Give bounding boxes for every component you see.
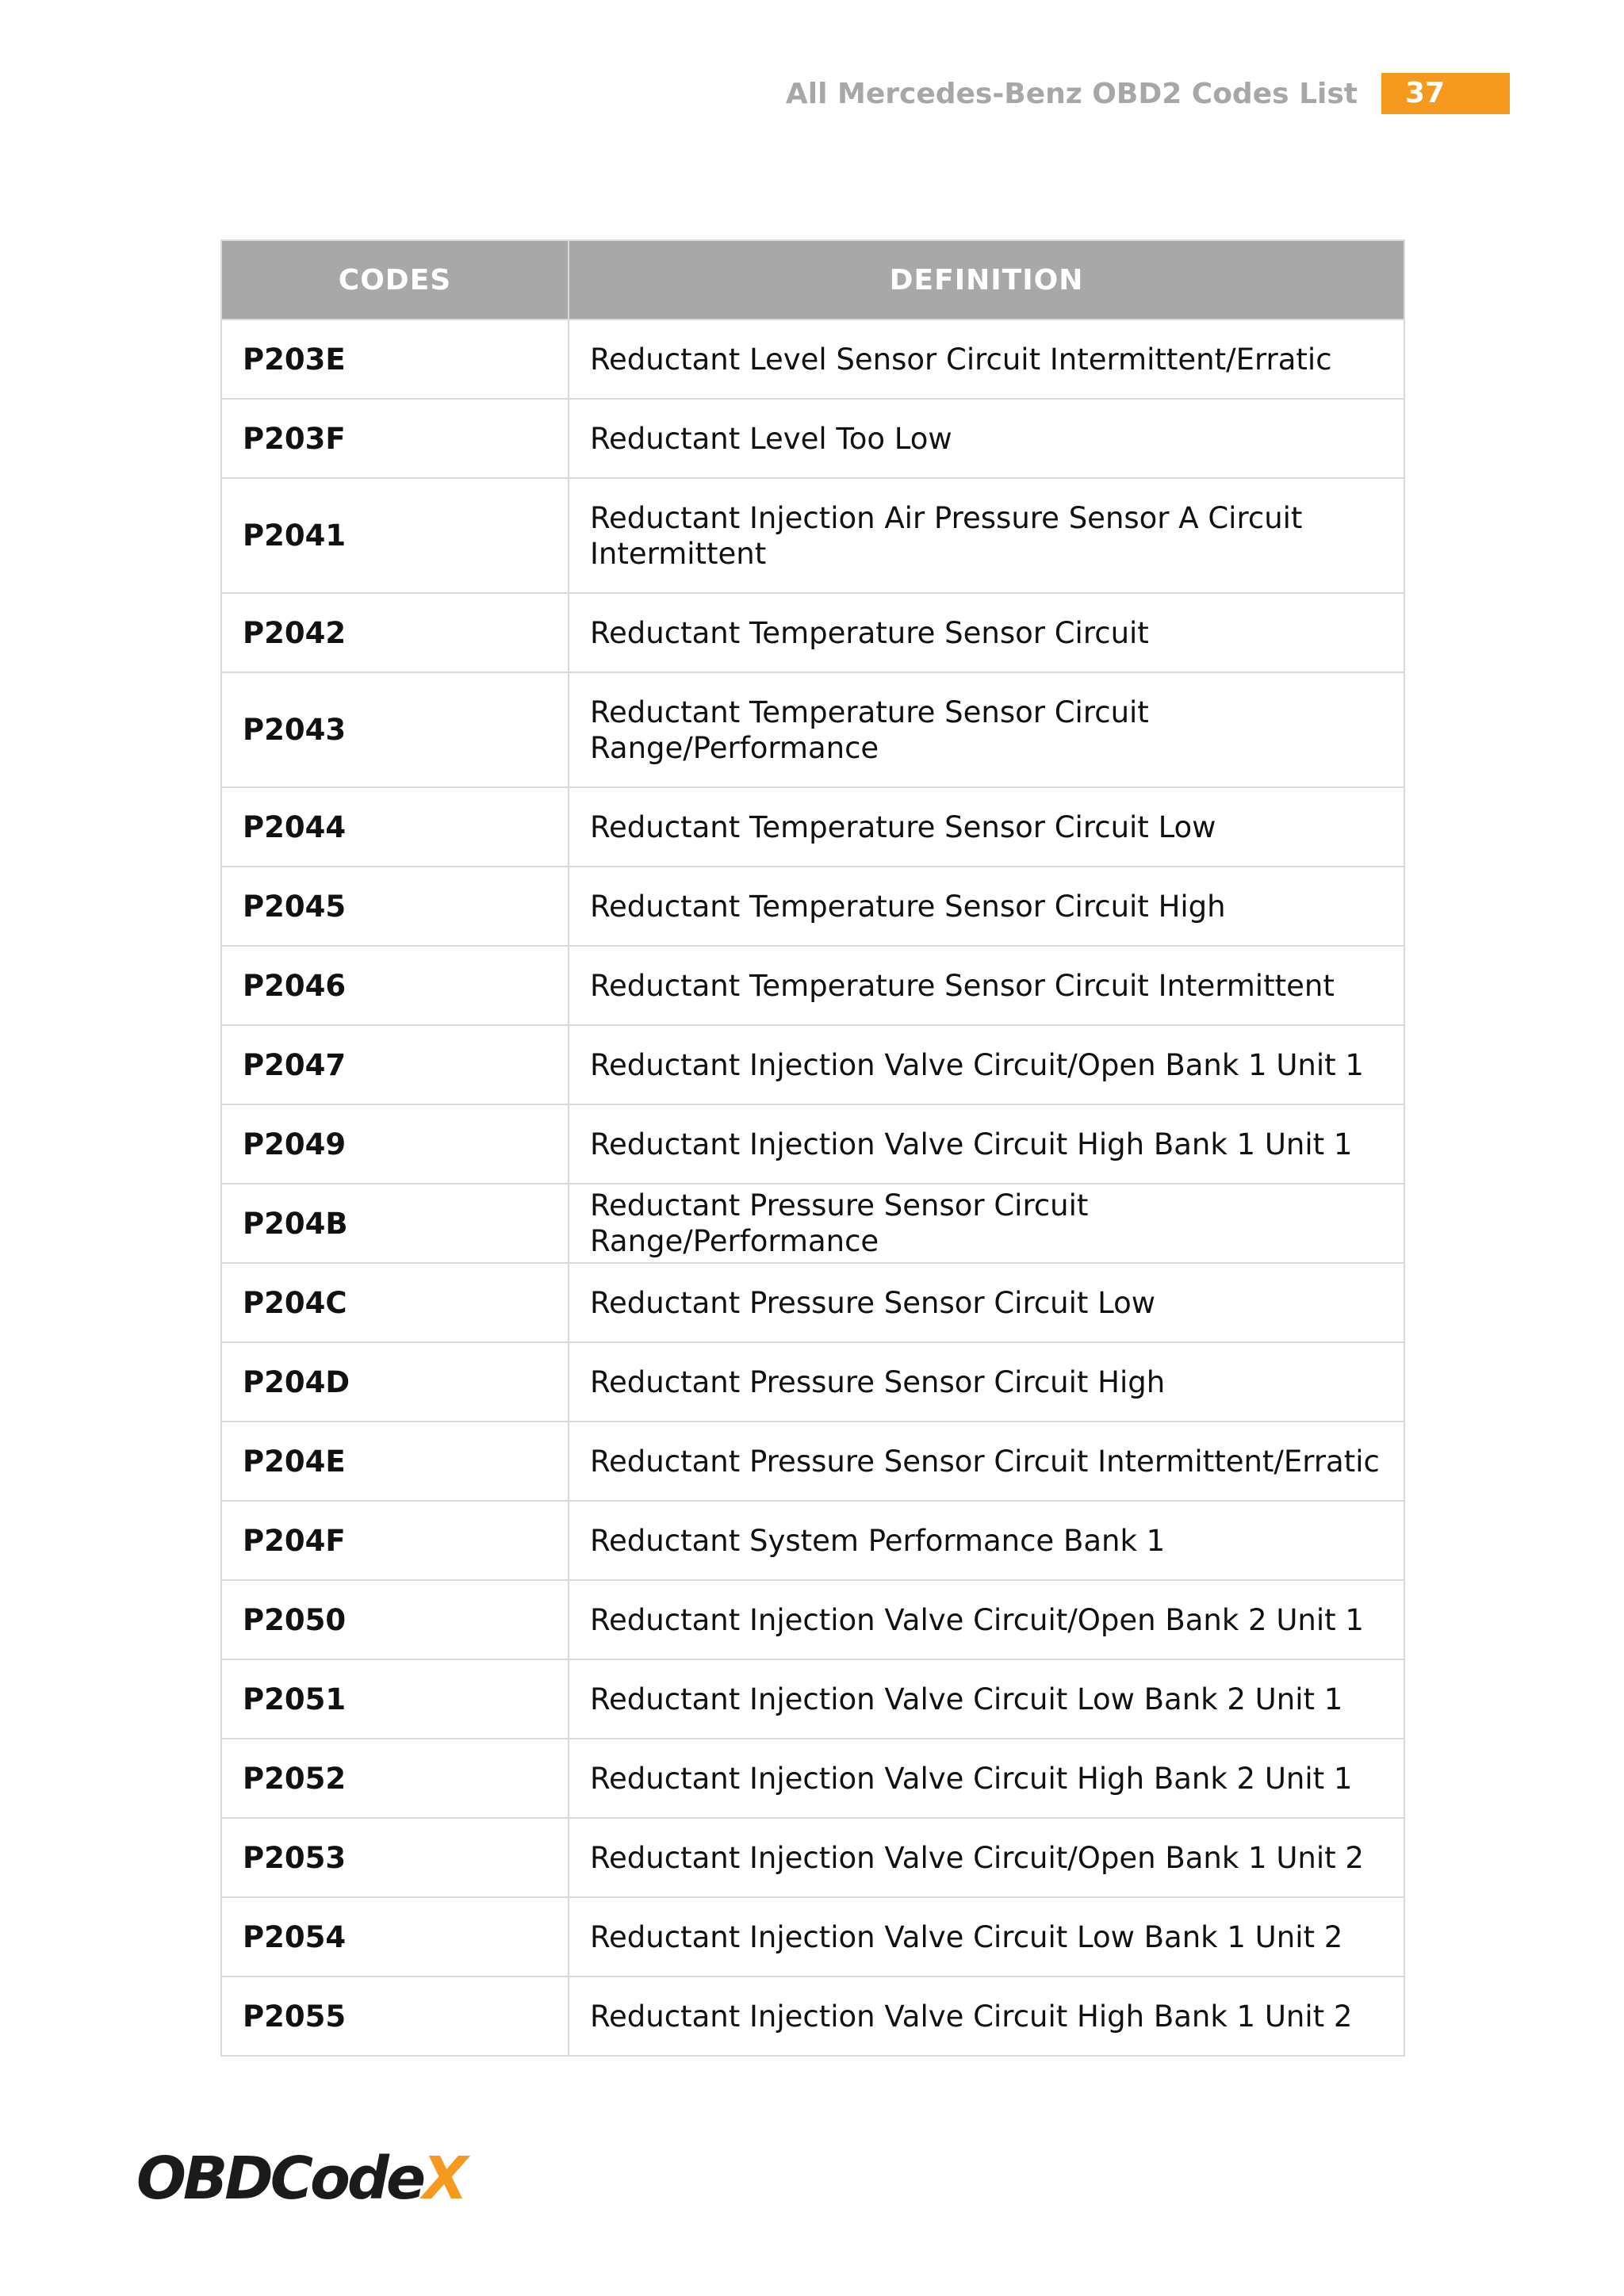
definition-cell: Reductant Level Sensor Circuit Intermittent/Erratic (569, 320, 1404, 399)
definition-cell: Reductant Injection Valve Circuit Low Bank 2 Unit 1 (569, 1659, 1404, 1739)
table-row (221, 593, 1404, 672)
page-number-badge: 37 (1381, 73, 1510, 114)
table-row (221, 1263, 1404, 1342)
definition-cell: Reductant Temperature Sensor Circuit (569, 593, 1404, 672)
code-cell: P2049 (221, 1104, 569, 1184)
code-cell: P204E (221, 1422, 569, 1501)
code-cell: P204B (221, 1184, 569, 1263)
document-title: All Mercedes-Benz OBD2 Codes List (785, 77, 1358, 110)
obdcodex-logo (136, 2145, 465, 2213)
table-row (221, 787, 1404, 867)
code-cell: P204F (221, 1501, 569, 1580)
definition-cell: Reductant Temperature Sensor Circuit Low (569, 787, 1404, 867)
table-row (221, 1976, 1404, 2056)
table-row (221, 1659, 1404, 1739)
table-row (221, 1739, 1404, 1818)
table-row (221, 1897, 1404, 1976)
definition-cell: Reductant Injection Valve Circuit High Bank 1 Unit 1 (569, 1104, 1404, 1184)
table-row (221, 1501, 1404, 1580)
table-row (221, 1342, 1404, 1422)
column-header-codes: CODES (221, 240, 569, 320)
code-cell: P2047 (221, 1025, 569, 1104)
table-header-row (221, 240, 1404, 320)
page-header (786, 73, 1510, 114)
definition-cell: Reductant Temperature Sensor Circuit High (569, 867, 1404, 946)
table-row (221, 478, 1404, 593)
code-cell: P2041 (221, 478, 569, 593)
code-cell: P2045 (221, 867, 569, 946)
table-row (221, 1104, 1404, 1184)
definition-cell: Reductant Injection Valve Circuit/Open Bank 1 Unit 2 (569, 1818, 1404, 1897)
code-cell: P2055 (221, 1976, 569, 2056)
definition-cell: Reductant Temperature Sensor Circuit Intermittent (569, 946, 1404, 1025)
code-cell: P2053 (221, 1818, 569, 1897)
code-cell: P2046 (221, 946, 569, 1025)
definition-cell: Reductant Injection Valve Circuit High Bank 2 Unit 1 (569, 1739, 1404, 1818)
definition-cell: Reductant Injection Valve Circuit/Open Bank 2 Unit 1 (569, 1580, 1404, 1659)
definition-cell: Reductant Injection Valve Circuit High Bank 1 Unit 2 (569, 1976, 1404, 2056)
code-cell: P2043 (221, 672, 569, 787)
code-cell: P203E (221, 320, 569, 399)
table-row (221, 399, 1404, 478)
definition-cell: Reductant Pressure Sensor Circuit Intermittent/Erratic (569, 1422, 1404, 1501)
definition-cell: Reductant System Performance Bank 1 (569, 1501, 1404, 1580)
column-header-definition: DEFINITION (569, 240, 1404, 320)
table-row (221, 1818, 1404, 1897)
code-cell: P2054 (221, 1897, 569, 1976)
code-cell: P2042 (221, 593, 569, 672)
definition-cell: Reductant Pressure Sensor Circuit Low (569, 1263, 1404, 1342)
definition-cell: Reductant Injection Air Pressure Sensor A Circuit Intermittent (569, 478, 1404, 593)
codes-table (220, 239, 1405, 2057)
definition-cell: Reductant Temperature Sensor Circuit Range/Performance (569, 672, 1404, 787)
table-row (221, 1422, 1404, 1501)
code-cell: P204D (221, 1342, 569, 1422)
logo-wordmark: OBDCode (136, 2145, 423, 2213)
table-row (221, 946, 1404, 1025)
table-row (221, 867, 1404, 946)
definition-cell: Reductant Level Too Low (569, 399, 1404, 478)
definition-cell: Reductant Injection Valve Circuit/Open Bank 1 Unit 1 (569, 1025, 1404, 1104)
table-row (221, 1025, 1404, 1104)
definition-cell: Reductant Pressure Sensor Circuit High (569, 1342, 1404, 1422)
code-cell: P2051 (221, 1659, 569, 1739)
definition-cell: Reductant Pressure Sensor Circuit Range/Performance (569, 1184, 1404, 1263)
logo-x-mark: X (423, 2145, 465, 2213)
code-cell: P2050 (221, 1580, 569, 1659)
table-row (221, 1184, 1404, 1263)
definition-cell: Reductant Injection Valve Circuit Low Bank 1 Unit 2 (569, 1897, 1404, 1976)
code-cell: P2052 (221, 1739, 569, 1818)
code-cell: P2044 (221, 787, 569, 867)
code-cell: P204C (221, 1263, 569, 1342)
table-row (221, 320, 1404, 399)
code-cell: P203F (221, 399, 569, 478)
table-row (221, 672, 1404, 787)
table-row (221, 1580, 1404, 1659)
